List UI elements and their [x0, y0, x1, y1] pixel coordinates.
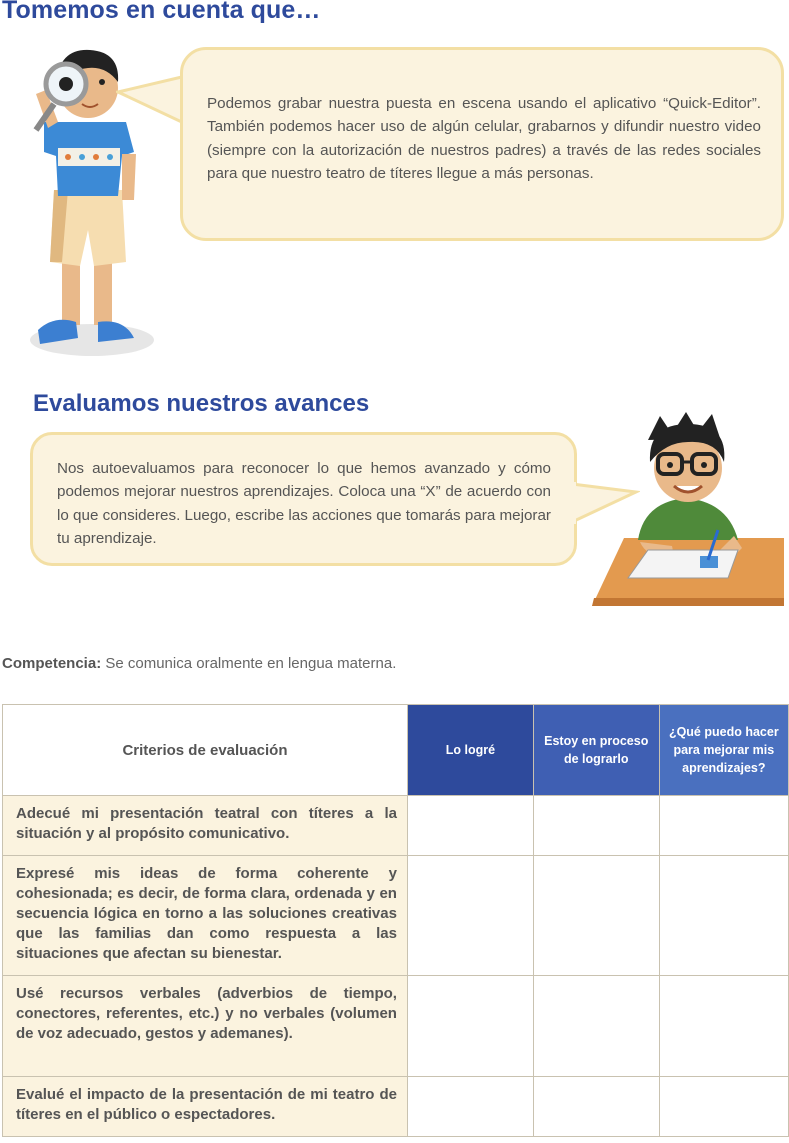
cell-en-proceso[interactable]	[533, 1077, 659, 1137]
header-en-proceso: Estoy en proceso de lograrlo	[533, 705, 659, 796]
speech-bubble-1	[180, 47, 784, 241]
criterion-text: Evalué el impacto de la presentación de mi teatro de títeres en el público o espectadores.	[3, 1077, 408, 1137]
table-header-row	[3, 705, 789, 796]
cell-mejorar[interactable]	[659, 796, 788, 856]
cell-mejorar[interactable]	[659, 1077, 788, 1137]
cell-en-proceso[interactable]	[533, 796, 659, 856]
cell-lo-logre[interactable]	[407, 976, 533, 1077]
table-row	[3, 976, 789, 1077]
cell-lo-logre[interactable]	[407, 1077, 533, 1137]
competencia-label: Competencia:	[2, 655, 102, 672]
table-row	[3, 856, 789, 976]
criterion-text: Usé recursos verbales (adverbios de tiempo, conectores, referentes, etc.) y no verbales (volumen de voz adecuado, gestos y ademanes).	[3, 976, 408, 1077]
criterion-text: Adecué mi presentación teatral con títeres a la situación y al propósito comunicativo.	[3, 796, 408, 856]
cell-lo-logre[interactable]	[407, 856, 533, 976]
header-lo-logre: Lo logré	[407, 705, 533, 796]
cell-en-proceso[interactable]	[533, 856, 659, 976]
boy-writing-at-desk-illustration	[588, 410, 784, 610]
table-row	[3, 1077, 789, 1137]
section-title-evaluamos: Evaluamos nuestros avances	[33, 390, 370, 417]
cell-mejorar[interactable]	[659, 976, 788, 1077]
speech-bubble-2-text: Nos autoevaluamos para reconocer lo que hemos avanzado y cómo podemos mejorar nuestros aprendizajes. Coloca una “X” de acuerdo con lo que consideres. Luego, escribe las acciones que tomarás para mejorar tu aprendizaje.	[57, 460, 551, 547]
header-criterios: Criterios de evaluación	[3, 705, 408, 796]
competencia-text: Se comunica oralmente en lengua materna.	[101, 655, 397, 672]
criterion-text: Expresé mis ideas de forma coherente y cohesionada; es decir, de forma clara, ordenada y en secuencia lógica en torno a las soluciones creativas que las familias dan como respuesta a las situaciones que afectan su bienestar.	[3, 856, 408, 976]
evaluation-table	[2, 704, 789, 1137]
cell-en-proceso[interactable]	[533, 976, 659, 1077]
competencia-line	[2, 655, 396, 672]
header-mejorar: ¿Qué puedo hacer para mejorar mis aprendizajes?	[659, 705, 788, 796]
speech-bubble-1-text: Podemos grabar nuestra puesta en escena usando el aplicativo “Quick-Editor”. También podemos hacer uso de algún celular, grabarnos y difundir nuestro video (siempre con la autorización de nuestros padres) a través de las redes sociales para que nuestro teatro de títeres llegue a más personas.	[207, 95, 761, 182]
section-title-tomemos: Tomemos en cuenta que…	[2, 0, 321, 24]
cell-lo-logre[interactable]	[407, 796, 533, 856]
table-row	[3, 796, 789, 856]
cell-mejorar[interactable]	[659, 856, 788, 976]
speech-bubble-2	[30, 432, 577, 566]
speech-bubble-tail	[116, 60, 188, 150]
